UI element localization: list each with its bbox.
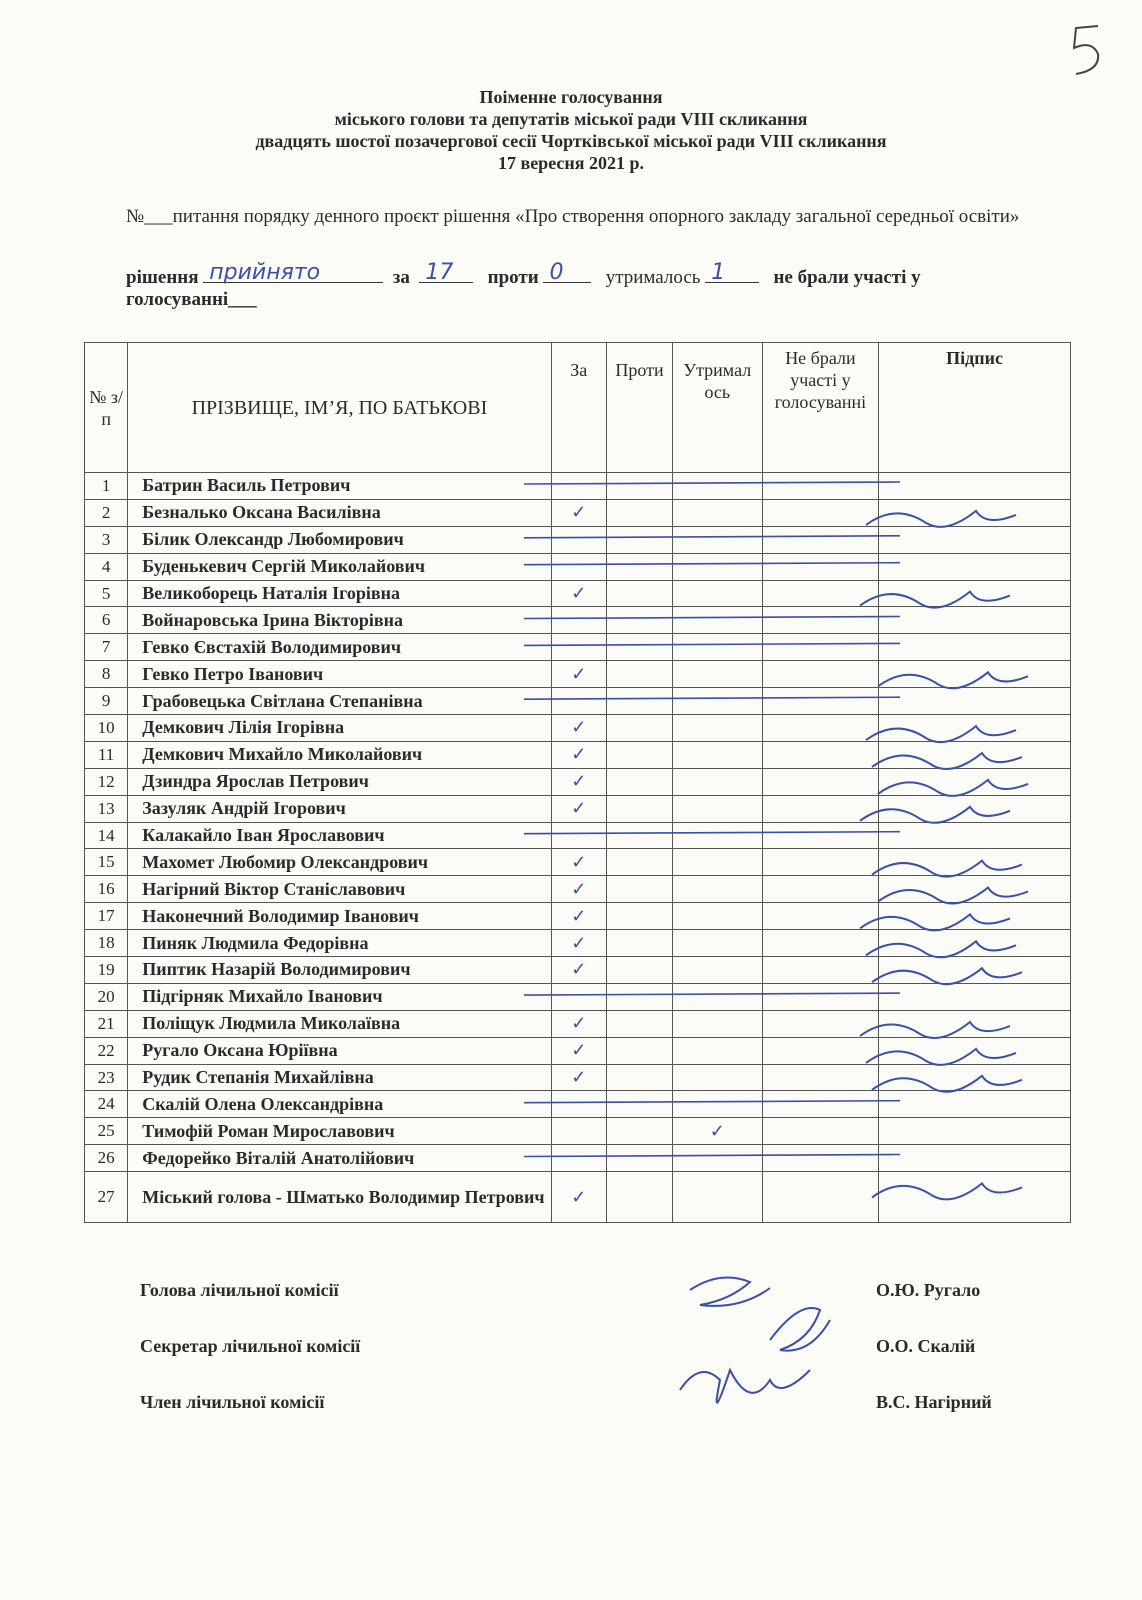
secretary-name: О.О. Скалій [876,1336,976,1356]
check-mark: ✓ [571,932,587,953]
check-mark: ✓ [571,905,587,926]
vote-for-cell [551,1172,606,1223]
vote-for-cell [551,1064,606,1091]
vote-not-voted-cell [762,607,879,634]
row-name: Федорейко Віталій Анатолійович [128,1145,551,1172]
vote-for-cell [551,607,606,634]
commission-names [876,1280,992,1448]
vote-against-cell [607,822,673,849]
row-name: Рудик Степанія Михайлівна [128,1064,551,1091]
vote-table [84,342,1071,1223]
table-row [85,473,1071,500]
row-number: 6 [85,607,128,634]
vote-abstained-cell [672,876,762,903]
decision-blank [203,262,383,283]
vote-not-voted-cell [762,1037,879,1064]
vote-abstained-cell [672,715,762,742]
signature-cell [879,607,1071,634]
vote-against-cell [607,607,673,634]
signature-cell [879,795,1071,822]
vote-for-cell [551,741,606,768]
signature-cell [879,553,1071,580]
vote-against-cell [607,1064,673,1091]
row-number: 12 [85,768,128,795]
vote-against-cell [607,903,673,930]
vote-not-voted-cell [762,983,879,1010]
vote-not-voted-cell [762,1010,879,1037]
row-number: 15 [85,849,128,876]
vote-not-voted-cell [762,930,879,957]
vote-not-voted-cell [762,903,879,930]
row-name: Поліщук Людмила Миколаївна [128,1010,551,1037]
row-name: Грабовецька Світлана Степанівна [128,688,551,715]
vote-not-voted-cell [762,553,879,580]
vote-abstained-cell [672,1118,762,1145]
row-name: Махомет Любомир Олександрович [128,849,551,876]
row-name: Батрин Василь Петрович [128,473,551,500]
vote-for-cell [551,1010,606,1037]
table-row [85,849,1071,876]
vote-for-cell [551,499,606,526]
vote-abstained-cell [672,849,762,876]
vote-not-voted-cell [762,957,879,984]
not-voted-label: не брали участі у голосуванні___ [126,267,921,310]
table-row [85,822,1071,849]
vote-abstained-cell [672,930,762,957]
header-line2: міського голови та депутатів міської ради VIII скликання [334,109,808,129]
table-row [85,526,1071,553]
signature-cell [879,741,1071,768]
commission-signatures-image [660,1260,860,1480]
vote-against-cell [607,634,673,661]
signature-cell [879,1037,1071,1064]
table-row [85,903,1071,930]
vote-against-cell [607,688,673,715]
abstained-value: 1 [711,260,726,285]
vote-abstained-cell [672,768,762,795]
vote-abstained-cell [672,688,762,715]
vote-against-cell [607,795,673,822]
vote-not-voted-cell [762,1118,879,1145]
vote-not-voted-cell [762,849,879,876]
vote-not-voted-cell [762,741,879,768]
vote-against-cell [607,1172,673,1223]
row-number: 19 [85,957,128,984]
member-label: Член лічильної комісії [140,1392,325,1412]
vote-for-cell [551,634,606,661]
header-line4: 17 вересня 2021 р. [497,153,645,173]
abstained-label: утрималось [605,267,701,288]
row-number: 10 [85,715,128,742]
vote-against-cell [607,930,673,957]
check-mark: ✓ [571,851,587,872]
decision-value: прийнято [209,260,321,285]
secretary-label: Секретар лічильної комісії [140,1336,361,1356]
table-row [85,661,1071,688]
vote-against-cell [607,715,673,742]
vote-against-cell [607,1091,673,1118]
vote-for-cell [551,957,606,984]
vote-for-cell [551,1145,606,1172]
vote-against-cell [607,553,673,580]
check-mark: ✓ [571,663,587,684]
row-number: 4 [85,553,128,580]
table-row [85,930,1071,957]
signature-cell [879,499,1071,526]
row-name: Демкович Михайло Миколайович [128,741,551,768]
signature-cell [879,1145,1071,1172]
row-number: 25 [85,1118,128,1145]
vote-abstained-cell [672,1037,762,1064]
row-number: 3 [85,526,128,553]
vote-abstained-cell [672,661,762,688]
table-row [85,688,1071,715]
row-number: 11 [85,741,128,768]
vote-for-cell [551,473,606,500]
row-number: 20 [85,983,128,1010]
table-row [85,983,1071,1010]
vote-against-cell [607,580,673,607]
row-name: Пиптик Назарій Володимирович [128,957,551,984]
row-number: 1 [85,473,128,500]
row-name: Міський голова - Шматько Володимир Петрович [128,1172,551,1223]
table-row [85,876,1071,903]
vote-for-cell [551,983,606,1010]
vote-for-cell [551,553,606,580]
against-blank [543,262,591,283]
header-against: Проти [607,343,673,473]
signature-cell [879,903,1071,930]
vote-abstained-cell [672,795,762,822]
vote-abstained-cell [672,957,762,984]
agenda-question: №___питання порядку денного проєкт рішення «Про створення опорного закладу загальної середньої освіти» [126,206,1020,227]
check-mark: ✓ [571,1067,587,1088]
chair-label: Голова лічильної комісії [140,1280,339,1300]
vote-abstained-cell [672,473,762,500]
header-num: № з/п [85,343,128,473]
header-signature: Підпис [879,343,1071,473]
vote-not-voted-cell [762,499,879,526]
vote-not-voted-cell [762,688,879,715]
abstained-blank [705,262,759,283]
commission-labels [140,1280,360,1448]
vote-abstained-cell [672,741,762,768]
check-mark: ✓ [571,717,587,738]
table-row [85,768,1071,795]
vote-not-voted-cell [762,1145,879,1172]
signature-cell [879,983,1071,1010]
chair-name: О.Ю. Ругало [876,1280,981,1300]
vote-for-cell [551,822,606,849]
vote-not-voted-cell [762,876,879,903]
signature-cell [879,661,1071,688]
row-number: 23 [85,1064,128,1091]
vote-against-cell [607,1118,673,1145]
signature-cell [879,849,1071,876]
check-mark: ✓ [571,878,587,899]
row-name: Наконечний Володимир Іванович [128,903,551,930]
vote-not-voted-cell [762,768,879,795]
for-value: 17 [425,260,454,285]
signature-cell [879,580,1071,607]
row-name: Войнаровська Ірина Вікторівна [128,607,551,634]
vote-abstained-cell [672,634,762,661]
signature-cell [879,822,1071,849]
vote-for-cell [551,876,606,903]
vote-for-cell [551,768,606,795]
vote-not-voted-cell [762,661,879,688]
table-row [85,957,1071,984]
table-row [85,634,1071,661]
header-not-voted: Не брали участі у голосуванні [762,343,879,473]
check-mark: ✓ [571,771,587,792]
against-value: 0 [549,260,564,285]
vote-against-cell [607,1145,673,1172]
vote-against-cell [607,1037,673,1064]
vote-against-cell [607,526,673,553]
vote-abstained-cell [672,526,762,553]
vote-not-voted-cell [762,1064,879,1091]
vote-not-voted-cell [762,1172,879,1223]
vote-against-cell [607,1010,673,1037]
vote-against-cell [607,849,673,876]
vote-not-voted-cell [762,580,879,607]
table-row [85,1172,1071,1223]
vote-for-cell [551,903,606,930]
vote-for-cell [551,849,606,876]
vote-for-cell [551,688,606,715]
vote-for-cell [551,1037,606,1064]
signature-cell [879,1010,1071,1037]
check-mark: ✓ [571,959,587,980]
signature-cell [879,1091,1071,1118]
row-name: Буденькевич Сергій Миколайович [128,553,551,580]
row-number: 5 [85,580,128,607]
vote-for-cell [551,1118,606,1145]
signature-cell [879,1064,1071,1091]
row-name: Нагірний Віктор Станіславович [128,876,551,903]
check-mark: ✓ [571,583,587,603]
table-row [85,553,1071,580]
signature-cell [879,876,1071,903]
check-mark: ✓ [571,1013,587,1034]
check-mark: ✓ [571,502,587,523]
row-name: Дзиндра Ярослав Петрович [128,768,551,795]
against-label: проти [487,267,539,288]
row-name: Демкович Лілія Ігорівна [128,715,551,742]
check-mark: ✓ [571,798,587,819]
row-number: 7 [85,634,128,661]
check-mark: ✓ [709,1120,725,1141]
vote-against-cell [607,876,673,903]
vote-not-voted-cell [762,822,879,849]
row-name: Безналько Оксана Василівна [128,499,551,526]
header-abstained: Утрималось [672,343,762,473]
vote-abstained-cell [672,607,762,634]
header-name: ПРІЗВИЩЕ, ІМ’Я, ПО БАТЬКОВІ [128,343,551,473]
row-name: Гевко Євстахій Володимирович [128,634,551,661]
result-line [126,262,1054,311]
vote-against-cell [607,499,673,526]
member-name: В.С. Нагірний [876,1392,992,1412]
page-number [1058,18,1118,78]
signature-cell [879,1118,1071,1145]
vote-not-voted-cell [762,473,879,500]
vote-abstained-cell [672,580,762,607]
header-for: За [551,343,606,473]
row-name: Великоборець Наталія Ігорівна [128,580,551,607]
table-row [85,499,1071,526]
table-row [85,1145,1071,1172]
row-name: Тимофій Роман Мирославович [128,1118,551,1145]
check-mark: ✓ [571,1040,587,1061]
vote-against-cell [607,473,673,500]
for-label: за [392,267,410,288]
vote-for-cell [551,930,606,957]
signature-cell [879,930,1071,957]
vote-for-cell [551,580,606,607]
check-mark: ✓ [571,1186,587,1207]
vote-abstained-cell [672,553,762,580]
signature-cell [879,526,1071,553]
document-header [0,86,1142,174]
row-number: 24 [85,1091,128,1118]
signature-cell [879,688,1071,715]
for-blank [419,262,473,283]
signature-cell [879,768,1071,795]
table-row [85,715,1071,742]
row-name: Гевко Петро Іванович [128,661,551,688]
vote-against-cell [607,957,673,984]
vote-abstained-cell [672,1091,762,1118]
vote-abstained-cell [672,1010,762,1037]
vote-for-cell [551,661,606,688]
vote-for-cell [551,526,606,553]
row-name: Білик Олександр Любомирович [128,526,551,553]
table-row [85,607,1071,634]
vote-not-voted-cell [762,795,879,822]
vote-not-voted-cell [762,634,879,661]
row-number: 16 [85,876,128,903]
decision-label: рішення [126,267,199,288]
row-name: Підгірняк Михайло Іванович [128,983,551,1010]
header-line1: Поіменне голосування [479,87,663,107]
row-number: 21 [85,1010,128,1037]
vote-not-voted-cell [762,526,879,553]
header-line3: двадцять шостої позачергової сесії Чортківської міської ради VIII скликання [255,131,887,151]
table-row [85,1037,1071,1064]
row-number: 2 [85,499,128,526]
row-number: 9 [85,688,128,715]
signature-cell [879,473,1071,500]
table-row [85,1010,1071,1037]
row-name: Ругало Оксана Юріївна [128,1037,551,1064]
signature-cell [879,715,1071,742]
row-number: 26 [85,1145,128,1172]
vote-not-voted-cell [762,715,879,742]
row-name: Калакайло Іван Ярославович [128,822,551,849]
table-row [85,741,1071,768]
row-name: Скалій Олена Олександрівна [128,1091,551,1118]
signature-cell [879,1172,1071,1223]
vote-abstained-cell [672,903,762,930]
vote-abstained-cell [672,822,762,849]
row-name: Пиняк Людмила Федорівна [128,930,551,957]
table-row [85,1091,1071,1118]
vote-abstained-cell [672,499,762,526]
row-number: 8 [85,661,128,688]
vote-against-cell [607,661,673,688]
table-row [85,580,1071,607]
table-row [85,1118,1071,1145]
table-row [85,1064,1071,1091]
vote-not-voted-cell [762,1091,879,1118]
vote-for-cell [551,795,606,822]
vote-abstained-cell [672,1064,762,1091]
vote-against-cell [607,768,673,795]
row-number: 14 [85,822,128,849]
signature-cell [879,957,1071,984]
check-mark: ✓ [571,744,587,765]
vote-abstained-cell [672,1172,762,1223]
row-number: 18 [85,930,128,957]
vote-against-cell [607,983,673,1010]
vote-table-body [85,473,1071,1223]
vote-for-cell [551,715,606,742]
vote-abstained-cell [672,1145,762,1172]
table-row [85,795,1071,822]
vote-for-cell [551,1091,606,1118]
vote-abstained-cell [672,983,762,1010]
row-number: 13 [85,795,128,822]
row-number: 17 [85,903,128,930]
signature-cell [879,634,1071,661]
row-number: 27 [85,1172,128,1223]
row-name: Зазуляк Андрій Ігорович [128,795,551,822]
vote-against-cell [607,741,673,768]
row-number: 22 [85,1037,128,1064]
